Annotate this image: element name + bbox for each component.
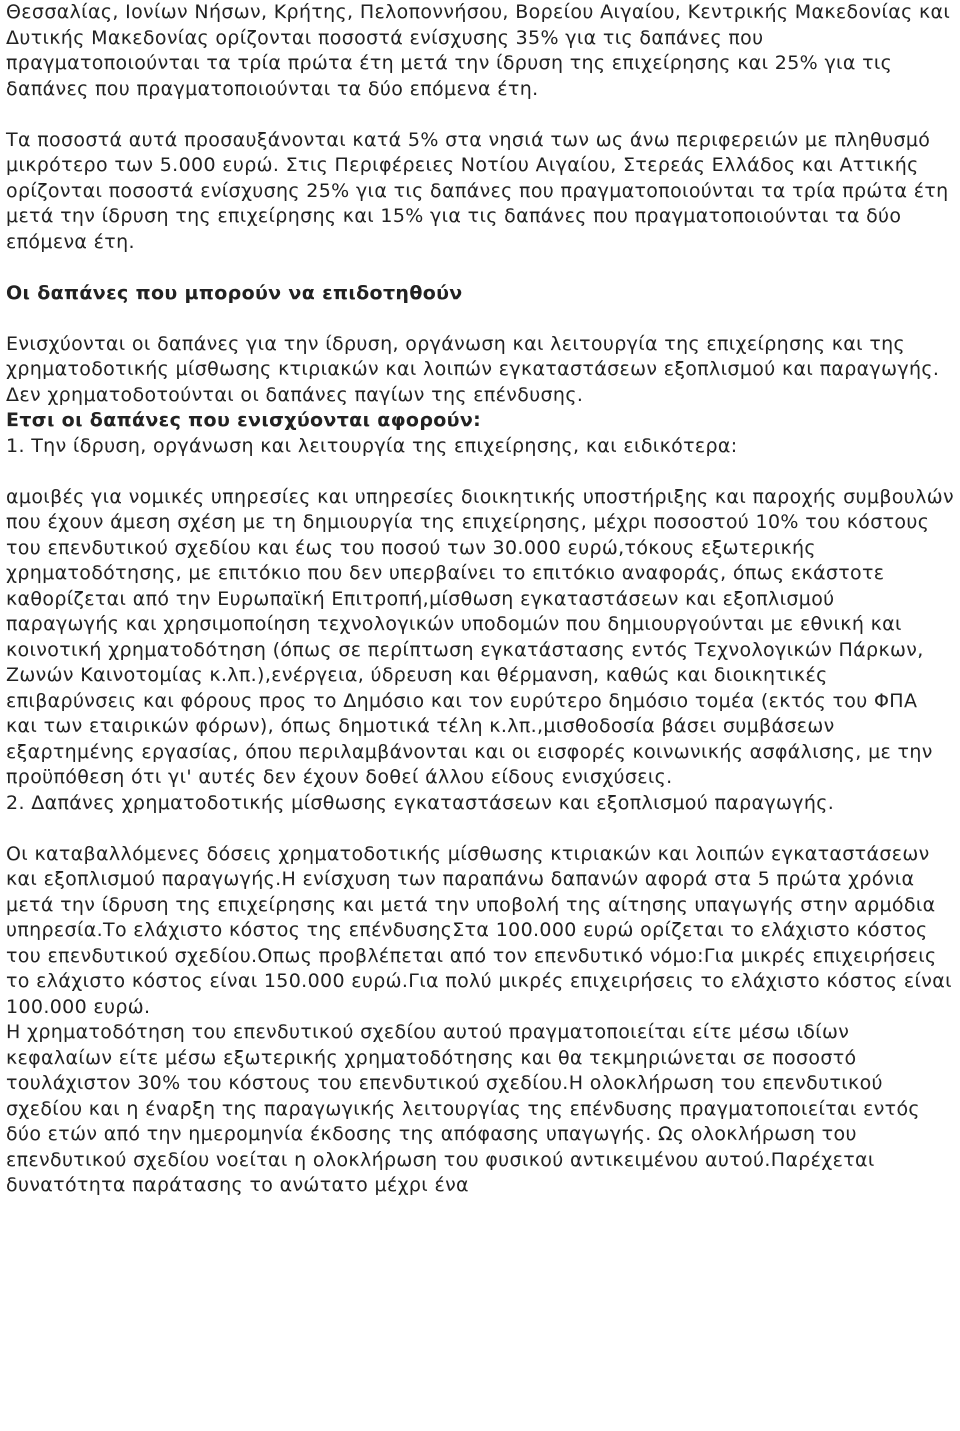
spacer bbox=[6, 102, 954, 128]
spacer bbox=[6, 459, 954, 485]
spacer bbox=[6, 306, 954, 332]
paragraph-financing: Η χρηματοδότηση του επενδυτικού σχεδίου αυτού πραγματοποιείται είτε μέσω ιδίων κεφαλαίων είτε μέσω εξωτερικής χρηματοδότησης και θα τεκμηριώνεται σε ποσοστό τουλάχιστον 30% του κόστους του επενδυτικού σχεδίου.Η ολοκλήρωση του επενδυτικού σχεδίου και η έναρξη της παραγωγικής λειτουργίας της επένδυσης πραγματοποιείται εντός δύο ετών από την ημερομηνία έκδοσης της απόφασης υπαγωγής. Ως ολοκλήρωση του επενδυτικού σχεδίου νοείται η ολοκλήρωση του φυσικού αντικειμένου αυτού.Παρέχεται δυνατότητα παράτασης το ανώτατο μέχρι ένα bbox=[6, 1021, 920, 1196]
document-page bbox=[6, 0, 954, 1199]
paragraph-supported-costs: Ενισχύονται οι δαπάνες για την ίδρυση, οργάνωση και λειτουργία της επιχείρησης και της χρηματοδοτικής μίσθωσης κτιριακών και λοιπών εγκαταστάσεων εξοπλισμού και παραγωγής. Δεν χρηματοδοτούνται οι δαπάνες παγίων της επένδυσης. bbox=[6, 332, 940, 406]
spacer bbox=[6, 816, 954, 842]
paragraph-island-increase: Τα ποσοστά αυτά προσαυξάνονται κατά 5% στα νησιά των ως άνω περιφερειών με πληθυσμό μικρότερο των 5.000 ευρώ. Στις Περιφέρειες Νοτίου Αιγαίου, Στερεάς Ελλάδος και Αττικής ορίζονται ποσοστά ενίσχυσης 25% για τις δαπάνες που πραγματοποιούνται τα τρία πρώτα έτη μετά την ίδρυση της επιχείρησης και 15% για τις δαπάνες που πραγματοποιούνται τα δύο επόμενα έτη. bbox=[6, 128, 949, 253]
heading-supported-expenses: Ετσι οι δαπάνες που ενισχύονται αφορούν: bbox=[6, 409, 482, 431]
list-item-2: 2. Δαπάνες χρηματοδοτικής μίσθωσης εγκαταστάσεων και εξοπλισμού παραγωγής. bbox=[6, 791, 835, 814]
paragraph-leasing-minimum-cost: Οι καταβαλλόμενες δόσεις χρηματοδοτικής μίσθωσης κτιριακών και λοιπών εγκαταστάσεων και εξοπλισμού παραγωγής.Η ενίσχυση των παραπάνω δαπανών αφορά στα 5 πρώτα χρόνια μετά την ίδρυση της επιχείρησης και μετά την υποβολή της αίτησης υπαγωγής στην αρμόδια υπηρεσία.Το ελάχιστο κόστος της επένδυσηςΣτα 100.000 ευρώ ορίζεται το ελάχιστο κόστος του επενδυτικού σχεδίου.Οπως προβλέπεται από τον επενδυτικό νόμο:Για μικρές επιχειρήσεις το ελάχιστο κόστος είναι 150.000 ευρώ.Για πολύ μικρές επιχειρήσεις το ελάχιστο κόστος είναι 100.000 ευρώ. bbox=[6, 842, 952, 1018]
paragraph-fees-details: αμοιβές για νομικές υπηρεσίες και υπηρεσίες διοικητικής υποστήριξης και παροχής συμβουλών που έχουν άμεση σχέση με τη δημιουργία της επιχείρησης, μέχρι ποσοστού 10% του κόστους του επενδυτικού σχεδίου και έως του ποσού των 30.000 ευρώ,τόκους εξωτερικής χρηματοδότησης, με επιτόκιο που δεν υπερβαίνει το επιτόκιο αναφοράς, όπως εκάστοτε καθορίζεται από την Ευρωπαϊκή Επιτροπή,μίσθωση εγκαταστάσεων και εξοπλισμού παραγωγής και χρησιμοποίηση τεχνολογικών υποδομών που δημιουργούνται με εθνική και κοινοτική χρηματοδότηση (όπως σε περίπτωση εγκατάστασης εντός Τεχνολογικών Πάρκων, Ζωνών Καινοτομίας κ.λπ.),ενέργεια, ύδρευση και θέρμανση, καθώς και διοικητικές επιβαρύνσεις και φόρους προς το Δημόσιο και τον ευρύτερο δημόσιο τομέα (εκτός του ΦΠΑ και των εταιρικών φόρων), όπως δημοτικά τέλη κ.λπ.,μισθοδοσία βάσει συμβάσεων εξαρτημένης εργασίας, όπου περιλαμβάνονται και οι εισφορές κοινωνικής ασφάλισης, με την προϋπόθεση ότι γι' αυτές δεν έχουν δοθεί άλλου είδους ενισχύσεις. bbox=[6, 485, 954, 788]
paragraph-intro-regions: Θεσσαλίας, Ιονίων Νήσων, Κρήτης, Πελοποννήσου, Βορείου Αιγαίου, Κεντρικής Μακεδονίας και Δυτικής Μακεδονίας ορίζονται ποσοστά ενίσχυσης 35% για τις δαπάνες που πραγματοποιούνται τα τρία πρώτα έτη μετά την ίδρυση της επιχείρησης και 25% για τις δαπάνες που πραγματοποιούνται τα δύο επόμενα έτη. bbox=[6, 1, 951, 100]
heading-eligible-expenses: Οι δαπάνες που μπορούν να επιδοτηθούν bbox=[6, 281, 463, 304]
spacer bbox=[6, 255, 954, 281]
list-item-1: 1. Την ίδρυση, οργάνωση και λειτουργία της επιχείρησης, και ειδικότερα: bbox=[6, 434, 738, 457]
